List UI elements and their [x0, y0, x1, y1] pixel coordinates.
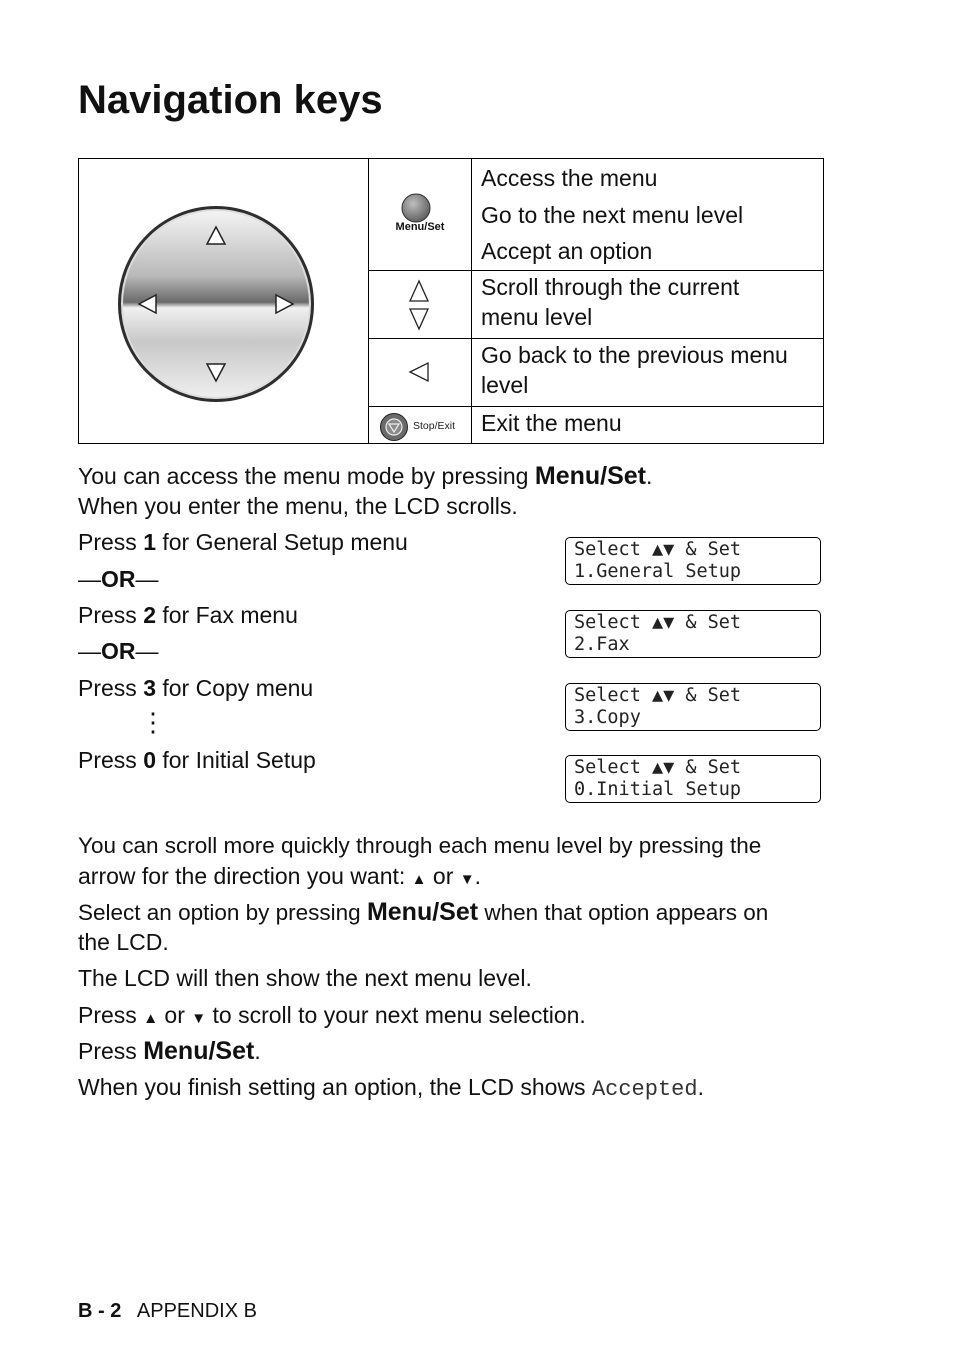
- up-arrow-icon: ▲: [411, 871, 427, 888]
- table-divider: [368, 406, 823, 407]
- up-arrow-icon: ▲: [143, 1010, 159, 1027]
- paragraph-accepted: When you finish setting an option, the LCD shows Accepted.: [78, 1074, 704, 1102]
- intro-line-2: When you enter the menu, the LCD scrolls.: [78, 493, 518, 519]
- page-title: Navigation keys: [78, 78, 383, 122]
- section-label: APPENDIX B: [136, 1300, 257, 1322]
- table-divider: [368, 159, 369, 443]
- press-2-instruction: Press 2 for Fax menu: [78, 602, 298, 628]
- menu-set-key-icon: [401, 193, 431, 223]
- navigation-dial-icon: [115, 203, 317, 405]
- down-arrow-icon: ▼: [459, 871, 475, 888]
- paragraph-press-menu-set: Press Menu/Set.: [78, 1037, 261, 1065]
- stop-exit-key-label: Stop/Exit: [413, 420, 456, 432]
- intro-line-1: You can access the menu mode by pressing Menu/Set.: [78, 462, 653, 490]
- back-key-icon: [407, 361, 431, 383]
- paragraph-scroll-next: Press ▲ or ▼ to scroll to your next menu selection.: [78, 1002, 586, 1028]
- scroll-description: Scroll through the current menu level: [481, 274, 740, 330]
- paragraph-scroll-line-1: You can scroll more quickly through each menu level by pressing the: [78, 833, 762, 858]
- stop-exit-key-icon: [379, 412, 409, 442]
- navigation-keys-table: [78, 158, 824, 444]
- table-divider: [368, 270, 823, 271]
- page-footer: [78, 1300, 257, 1323]
- ellipsis: ⋮: [140, 707, 166, 737]
- press-0-instruction: Press 0 for Initial Setup: [78, 747, 316, 773]
- menu-set-key-label: Menu/Set: [395, 221, 445, 233]
- press-1-instruction: Press 1 for General Setup menu: [78, 529, 408, 555]
- paragraph-select-line-2: the LCD.: [78, 929, 169, 955]
- lcd-display: Select ▲▼ & Set 2.Fax: [565, 610, 821, 658]
- press-3-instruction: Press 3 for Copy menu: [78, 675, 314, 701]
- lcd-display: Select ▲▼ & Set 0.Initial Setup: [565, 755, 821, 803]
- page-number: B - 2: [78, 1300, 122, 1322]
- lcd-display: Select ▲▼ & Set 3.Copy: [565, 683, 821, 731]
- table-divider: [471, 159, 472, 443]
- or-separator: —OR—: [78, 638, 159, 664]
- up-down-keys-icon: [407, 279, 431, 331]
- exit-description: Exit the menu: [481, 410, 622, 436]
- menu-set-description: Access the menu Go to the next menu level Accept an option: [481, 165, 744, 264]
- table-divider: [368, 338, 823, 339]
- lcd-display: Select ▲▼ & Set 1.General Setup: [565, 537, 821, 585]
- paragraph-scroll-line-2: arrow for the direction you want: ▲ or ▼.: [78, 863, 482, 889]
- down-arrow-icon: ▼: [191, 1010, 207, 1027]
- or-separator: —OR—: [78, 566, 159, 592]
- back-description: Go back to the previous menu level: [481, 342, 788, 398]
- paragraph-select-line-1: Select an option by pressing Menu/Set when that option appears on: [78, 898, 769, 926]
- paragraph-next-level: The LCD will then show the next menu level.: [78, 965, 532, 991]
